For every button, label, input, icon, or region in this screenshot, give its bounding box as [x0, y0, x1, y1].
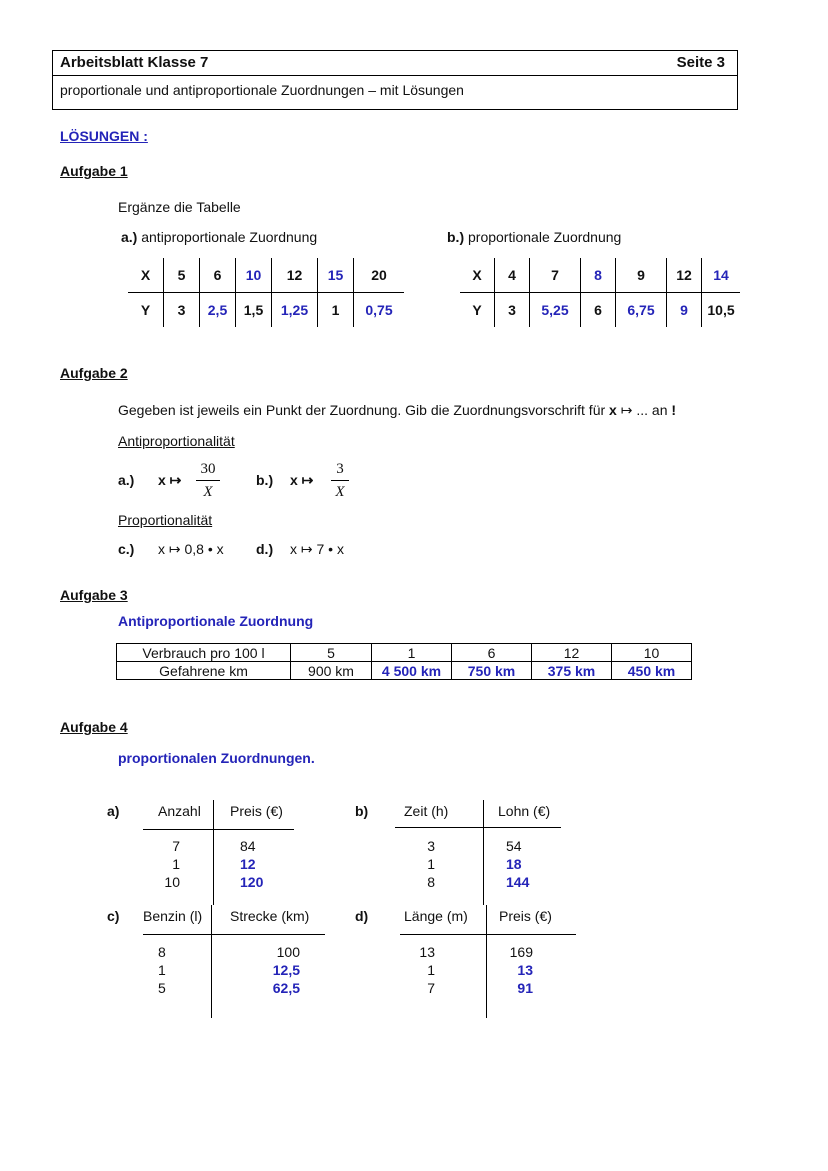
task4a-col1-cell: 7: [172, 838, 180, 854]
task4c-header2: Strecke (km): [230, 908, 310, 924]
task4b-col2-cell: 144: [506, 874, 530, 890]
table-cell: 1,25: [272, 293, 318, 328]
table-cell: 5: [291, 644, 372, 662]
task4-heading: Aufgabe 4: [60, 719, 128, 735]
task4b-col1: [400, 837, 435, 891]
task2-instruction-arrow: ↦ ... an: [616, 402, 672, 418]
task1b-label: b.): [447, 229, 465, 245]
task4b-col2: [506, 837, 529, 891]
task4d-col1-cell: 13: [419, 944, 435, 960]
table-cell: X: [128, 258, 164, 293]
task4b-col1-cell: 1: [427, 856, 435, 872]
task1b-table: [460, 258, 740, 327]
task4d-vline: [486, 905, 487, 1018]
task4b-col1-cell: 3: [427, 838, 435, 854]
table-cell: 6,75: [616, 293, 667, 328]
fraction-b: [331, 460, 349, 501]
task2-heading: Aufgabe 2: [60, 365, 128, 381]
table-cell: 450 km: [612, 662, 692, 680]
task2b-label: b.): [256, 472, 274, 488]
anti-heading: Antiproportionalität: [118, 433, 235, 449]
task4a-col1: [150, 837, 180, 891]
table-cell: 375 km: [532, 662, 612, 680]
table-cell: 4: [495, 258, 530, 293]
table-cell: 14: [702, 258, 741, 293]
table-cell: 6: [200, 258, 236, 293]
table-cell: 8: [581, 258, 616, 293]
task4d-hline: [400, 934, 576, 935]
task1a-title: [121, 229, 317, 245]
task4b-label: b): [355, 803, 369, 819]
task4c-col1-cell: 1: [158, 962, 166, 978]
table-cell: 0,75: [354, 293, 405, 328]
task4b-col1-cell: 8: [427, 874, 435, 890]
task4b-col2-cell: 54: [506, 838, 522, 854]
page-number: Seite 3: [676, 54, 725, 71]
task3-table: [116, 643, 692, 680]
fraction-b-den: X: [335, 484, 345, 500]
task2-instruction-text: Gegeben ist jeweils ein Punkt der Zuordnung. Gib die Zuordnungsvorschrift für: [118, 402, 610, 418]
task4a-vline: [213, 800, 214, 905]
task4c-col2-cell: 62,5: [272, 980, 300, 996]
task2d-label: d.): [256, 541, 274, 557]
table-cell: 10: [236, 258, 272, 293]
prop-heading: Proportionalität: [118, 512, 213, 528]
task1a-text: antiproportionale Zuordnung: [141, 229, 318, 245]
header-box: [52, 50, 738, 110]
task4d-col1-cell: 7: [427, 980, 435, 996]
task1a-table: [128, 258, 404, 327]
task4c-hline: [143, 934, 325, 935]
table-cell: Y: [472, 302, 482, 318]
task2b-map: x ↦: [290, 472, 314, 488]
table-cell: 9: [667, 293, 702, 328]
task4c-vline: [211, 905, 212, 1018]
fraction-a-num: 30: [200, 461, 216, 477]
fraction-b-bar: [331, 480, 349, 481]
task1b-text: proportionale Zuordnung: [468, 229, 622, 245]
task2a-label: a.): [118, 472, 135, 488]
fraction-a-bar: [196, 480, 220, 481]
table-cell: 1: [318, 293, 354, 328]
task4a-header2: Preis (€): [230, 803, 283, 819]
task3-heading: Aufgabe 3: [60, 587, 128, 603]
task4c-col1-cell: 5: [158, 980, 166, 996]
table-cell: 10: [612, 644, 692, 662]
task4b-col2-cell: 18: [506, 856, 522, 872]
table-cell: X: [460, 258, 495, 293]
table-cell: 3: [495, 293, 530, 328]
table-cell: 9: [616, 258, 667, 293]
task4a-col1-cell: 1: [172, 856, 180, 872]
table-cell: 4 500 km: [372, 662, 452, 680]
task4c-col1-cell: 8: [158, 944, 166, 960]
task2d-expr: x ↦ 7 • x: [290, 541, 344, 557]
task4a-col1-cell: 10: [164, 874, 180, 890]
task2-instruction: [118, 402, 676, 419]
header-divider: [53, 75, 737, 76]
task4c-col2: [250, 943, 300, 997]
task4c-header1: Benzin (l): [143, 908, 203, 924]
task4a-header1: Anzahl: [158, 803, 201, 819]
solutions-heading: LÖSUNGEN :: [60, 128, 148, 144]
table-cell: 1: [372, 644, 452, 662]
task4a-col2-cell: 84: [240, 838, 256, 854]
task2c-expr: x ↦ 0,8 • x: [158, 541, 224, 557]
worksheet-title: Arbeitsblatt Klasse 7: [60, 54, 209, 71]
task4d-col1-cell: 1: [427, 962, 435, 978]
task4a-col2-cell: 12: [240, 856, 256, 872]
table-cell: Gefahrene km: [117, 662, 291, 680]
fraction-a-den: X: [203, 484, 213, 500]
table-cell: 5: [164, 258, 200, 293]
task4d-label: d): [355, 908, 369, 924]
table-cell: Y: [140, 302, 151, 318]
table-cell: 15: [318, 258, 354, 293]
table-cell: 12: [667, 258, 702, 293]
task4a-col2: [240, 837, 263, 891]
task4c-label: c): [107, 908, 120, 924]
table-cell: 2,5: [200, 293, 236, 328]
task4c-col2-cell: 100: [276, 944, 300, 960]
task4d-col2-cell: 169: [509, 944, 533, 960]
table-cell: 6: [581, 293, 616, 328]
task1-instruction: Ergänze die Tabelle: [118, 199, 241, 215]
task2a-map: x ↦: [158, 472, 182, 488]
task4a-label: a): [107, 803, 120, 819]
task4a-col2-cell: 120: [240, 874, 264, 890]
table-cell: 3: [164, 293, 200, 328]
task4d-col2: [505, 943, 533, 997]
table-cell: 12: [272, 258, 318, 293]
task4c-col1: [158, 943, 166, 997]
table-cell: 6: [452, 644, 532, 662]
task4b-header2: Lohn (€): [498, 803, 551, 819]
task4d-col2-cell: 91: [517, 980, 533, 996]
task2-instruction-excl: !: [671, 402, 677, 418]
table-cell: 750 km: [452, 662, 532, 680]
table-cell: Verbrauch pro 100 l: [117, 644, 291, 662]
task4d-col1: [400, 943, 435, 997]
task4b-header1: Zeit (h): [404, 803, 449, 819]
task4d-col2-cell: 13: [517, 962, 533, 978]
task1b-title: [447, 229, 621, 245]
task4d-header2: Preis (€): [499, 908, 552, 924]
task2-instruction-x: x: [609, 402, 617, 418]
task4d-header1: Länge (m): [404, 908, 468, 924]
task4c-col2-cell: 12,5: [272, 962, 300, 978]
table-cell: 20: [354, 258, 405, 293]
worksheet-subtitle: proportionale und antiproportionale Zuordnungen – mit Lösungen: [60, 82, 464, 98]
table-cell: 12: [532, 644, 612, 662]
table-cell: 900 km: [291, 662, 372, 680]
task4-subheading: proportionalen Zuordnungen.: [118, 750, 315, 766]
task4b-vline: [483, 800, 484, 905]
table-cell: 1,5: [236, 293, 272, 328]
task1-heading: Aufgabe 1: [60, 163, 128, 179]
table-cell: 10,5: [702, 293, 741, 328]
task4b-hline: [395, 827, 561, 828]
task2c-label: c.): [118, 541, 135, 557]
fraction-a: [196, 460, 220, 501]
table-cell: 5,25: [530, 293, 581, 328]
task1a-label: a.): [121, 229, 138, 245]
task4a-hline: [143, 829, 294, 830]
table-cell: 7: [530, 258, 581, 293]
task3-subheading: Antiproportionale Zuordnung: [118, 613, 314, 629]
fraction-b-num: 3: [336, 461, 344, 477]
